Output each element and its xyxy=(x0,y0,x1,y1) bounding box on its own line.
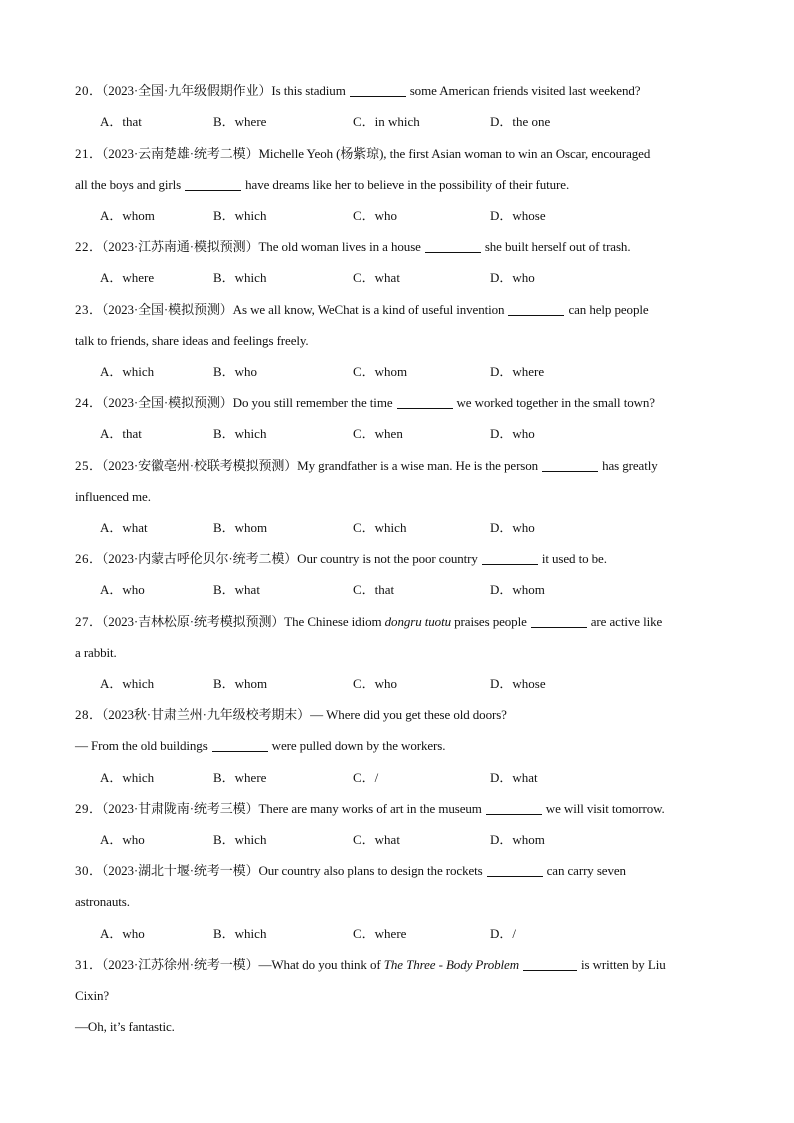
answer-blank[interactable] xyxy=(531,615,587,628)
option-b[interactable]: B．which xyxy=(213,270,267,285)
question-29: 29．（2023·甘肃陇南·统考三模）There are many works of art in the museum we will visit tomorrow. xyxy=(75,801,665,816)
question-31-line3: —Oh, it’s fantastic. xyxy=(75,1019,175,1034)
answer-blank[interactable] xyxy=(397,396,453,409)
option-c[interactable]: C．who xyxy=(353,676,398,691)
options-23 xyxy=(100,363,734,381)
question-20: 20．（2023·全国·九年级假期作业）Is this stadium some American friends visited last weekend? xyxy=(75,83,641,98)
question-21-line2: all the boys and girls have dreams like her to believe in the possibility of their future. xyxy=(75,177,570,192)
answer-blank[interactable] xyxy=(212,739,268,752)
option-c[interactable]: C．whom xyxy=(353,364,408,379)
options-30 xyxy=(100,925,734,943)
question-28-line2: — From the old buildings were pulled down by the workers. xyxy=(75,738,446,753)
option-d[interactable]: D．whom xyxy=(490,582,545,597)
question-25-line2: influenced me. xyxy=(75,489,151,504)
option-a[interactable]: A．who xyxy=(100,582,145,597)
options-28 xyxy=(100,769,734,787)
option-d[interactable]: D．who xyxy=(490,520,535,535)
option-a[interactable]: A．who xyxy=(100,926,145,941)
options-25 xyxy=(100,519,734,537)
question-27-line2: a rabbit. xyxy=(75,645,117,660)
question-30: 30．（2023·湖北十堰·统考一模）Our country also plans to design the rockets can carry seven xyxy=(75,863,626,878)
option-b[interactable]: B．who xyxy=(213,364,258,379)
option-c[interactable]: C．who xyxy=(353,208,398,223)
option-c[interactable]: C．what xyxy=(353,832,400,847)
option-c[interactable]: C．where xyxy=(353,926,407,941)
question-24: 24．（2023·全国·模拟预测）Do you still remember the time we worked together in the small town? xyxy=(75,395,655,410)
option-d[interactable]: D．who xyxy=(490,270,535,285)
question-26: 26．（2023·内蒙古呼伦贝尔·统考二模）Our country is not the poor country it used to be. xyxy=(75,551,607,566)
options-26 xyxy=(100,581,734,599)
question-28: 28．（2023秋·甘肃兰州·九年级校考期末）— Where did you get these old doors? xyxy=(75,707,507,722)
options-22 xyxy=(100,269,734,287)
option-b[interactable]: B．which xyxy=(213,832,267,847)
option-b[interactable]: B．which xyxy=(213,926,267,941)
question-22: 22．（2023·江苏南通·模拟预测）The old woman lives in a house she built herself out of trash. xyxy=(75,239,631,254)
answer-blank[interactable] xyxy=(425,240,481,253)
option-b[interactable]: B．whom xyxy=(213,520,268,535)
answer-blank[interactable] xyxy=(185,178,241,191)
question-31: 31．（2023·江苏徐州·统考一模）—What do you think of The Three - Body Problem is written by Liu xyxy=(75,957,666,972)
option-b[interactable]: B．which xyxy=(213,426,267,441)
option-c[interactable]: C．when xyxy=(353,426,403,441)
answer-blank[interactable] xyxy=(487,864,543,877)
option-d[interactable]: D．whose xyxy=(490,676,546,691)
option-a[interactable]: A．who xyxy=(100,832,145,847)
option-a[interactable]: A．that xyxy=(100,114,142,129)
options-29 xyxy=(100,831,734,849)
question-21: 21．（2023·云南楚雄·统考二模）Michelle Yeoh (杨紫琼), the first Asian woman to win an Oscar, encouraged xyxy=(75,146,651,161)
option-c[interactable]: C．what xyxy=(353,270,400,285)
options-21 xyxy=(100,207,734,225)
option-a[interactable]: A．which xyxy=(100,364,155,379)
option-d[interactable]: D．whose xyxy=(490,208,546,223)
option-d[interactable]: D．what xyxy=(490,770,538,785)
option-c[interactable]: C．/ xyxy=(353,770,379,785)
option-b[interactable]: B．what xyxy=(213,582,260,597)
option-a[interactable]: A．that xyxy=(100,426,142,441)
option-a[interactable]: A．whom xyxy=(100,208,155,223)
question-25: 25．（2023·安徽亳州·校联考模拟预测）My grandfather is a wise man. He is the person has greatly xyxy=(75,458,658,473)
option-a[interactable]: A．which xyxy=(100,676,155,691)
option-d[interactable]: D．whom xyxy=(490,832,545,847)
answer-blank[interactable] xyxy=(486,802,542,815)
options-20 xyxy=(100,113,734,131)
option-c[interactable]: C．that xyxy=(353,582,395,597)
question-31-line2: Cixin? xyxy=(75,988,110,1003)
option-a[interactable]: A．what xyxy=(100,520,148,535)
answer-blank[interactable] xyxy=(350,84,406,97)
option-b[interactable]: B．where xyxy=(213,770,267,785)
answer-blank[interactable] xyxy=(482,552,538,565)
option-c[interactable]: C．in which xyxy=(353,114,420,129)
option-c[interactable]: C．which xyxy=(353,520,407,535)
option-d[interactable]: D．the one xyxy=(490,114,551,129)
option-d[interactable]: D．who xyxy=(490,426,535,441)
option-a[interactable]: A．where xyxy=(100,270,155,285)
answer-blank[interactable] xyxy=(523,958,577,971)
option-a[interactable]: A．which xyxy=(100,770,155,785)
question-23-line2: talk to friends, share ideas and feelings freely. xyxy=(75,333,309,348)
options-24 xyxy=(100,425,734,443)
question-30-line2: astronauts. xyxy=(75,894,130,909)
question-27: 27．（2023·吉林松原·统考模拟预测）The Chinese idiom dongru tuotu praises people are active like xyxy=(75,614,663,629)
option-b[interactable]: B．where xyxy=(213,114,267,129)
answer-blank[interactable] xyxy=(542,459,598,472)
option-d[interactable]: D．/ xyxy=(490,926,517,941)
options-27 xyxy=(100,675,734,693)
question-23: 23．（2023·全国·模拟预测）As we all know, WeChat is a kind of useful invention can help people xyxy=(75,302,649,317)
option-b[interactable]: B．whom xyxy=(213,676,268,691)
option-d[interactable]: D．where xyxy=(490,364,545,379)
answer-blank[interactable] xyxy=(508,303,564,316)
option-b[interactable]: B．which xyxy=(213,208,267,223)
